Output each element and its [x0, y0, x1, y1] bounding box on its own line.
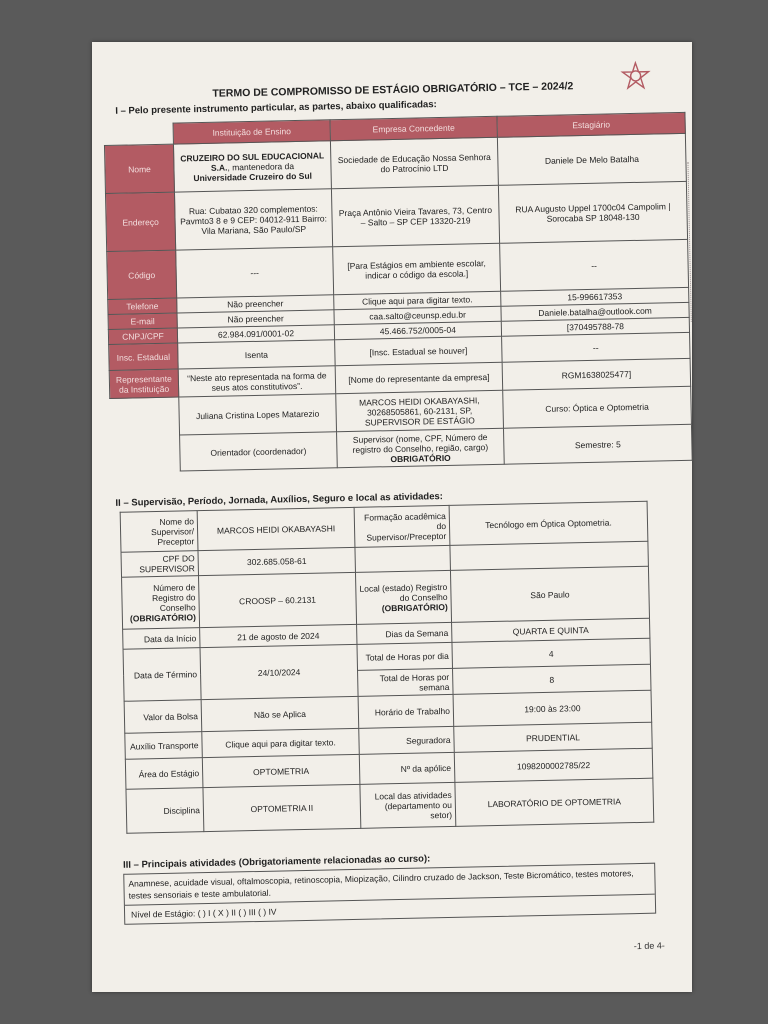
apolice-label: Nº da apólice [359, 752, 455, 784]
empty-cell [110, 397, 180, 436]
inicio-label: Data da Início [123, 628, 200, 650]
orientador-label: Orientador (coordenador) [180, 432, 338, 471]
coordenador-nome: Juliana Cristina Lopes Matarezio [179, 394, 337, 435]
representante-estagiario: RGM1638025477] [502, 358, 691, 390]
supervisor-label-text: Supervisor (nome, CPF, Número de registro do Conselho, região, cargo) [352, 431, 489, 455]
local-registro-label [355, 570, 451, 624]
document-page [96, 42, 708, 994]
local-registro-obrigatorio: (OBRIGATÓRIO) [381, 601, 448, 613]
cnpj-instituicao: 62.984.091/0001-02 [177, 325, 334, 343]
cpf-empty [355, 545, 451, 572]
formacao: Tecnólogo em Óptica Optometria. [449, 501, 648, 545]
section2-heading: II – Supervisão, Período, Jornada, Auxílios, Seguro e local as atividades: [115, 491, 444, 509]
nome-supervisor-label: Nome do Supervisor/ Preceptor [120, 511, 198, 553]
row-label-telefone: Telefone [108, 298, 177, 314]
registro-label-text: Número de Registro do Conselho [151, 581, 196, 613]
insc-empresa: [Insc. Estadual se houver] [335, 336, 503, 365]
dias-label: Dias da Semana [357, 622, 452, 644]
semestre-estagiario: Semestre: 5 [503, 424, 692, 464]
registro-label [122, 576, 200, 630]
inst-name-rest: , mantenedora da [227, 160, 295, 172]
seguradora-label: Seguradora [359, 726, 455, 754]
internship-level: Nível de Estágio: ( ) I ( X ) II ( ) III ( ) IV [130, 906, 277, 920]
representante-empresa: [Nome do representante da empresa] [335, 362, 503, 393]
nome-empresa: Sociedade de Educação Nossa Senhora do Patrocínio LTD [330, 137, 498, 188]
header-estagiario: Estagiário [497, 112, 685, 137]
supervisor-label [337, 428, 505, 467]
formacao-label: Formação acadêmica do Supervisor/Preceptor [354, 505, 450, 547]
endereco-instituicao: Rua: Cubatao 320 complementos: Pavmto3 8 e 9 CEP: 04012-911 Bairro: Vila Mariana, São Paulo/SP [174, 189, 332, 250]
corner-cell [104, 123, 173, 145]
horario-value: 19:00 às 23:00 [453, 690, 652, 726]
nome-supervisor: MARCOS HEIDI OKABAYASHI [197, 507, 355, 550]
parties-table [104, 112, 693, 473]
apolice-value: 1098200002785/22 [454, 748, 653, 782]
local-registro-label-text: Local (estado) Registro do Conselho [359, 581, 448, 603]
header-empresa: Empresa Concedente [330, 116, 497, 140]
disciplina-label: Disciplina [126, 788, 204, 834]
cnpj-estagiario: [370495788-78 [501, 317, 689, 336]
telefone-estagiario: 15-996617353 [501, 287, 689, 306]
area-value: OPTOMETRIA [202, 754, 360, 787]
codigo-instituicao: --- [176, 247, 334, 298]
nome-estagiario: Daniele De Melo Batalha [497, 133, 686, 185]
area-label: Área do Estágio [125, 758, 203, 790]
email-estagiario: Daniele.batalha@outlook.com [501, 302, 689, 321]
insc-estagiario: -- [502, 332, 691, 362]
section3-heading: III – Principais atividades (Obrigatoriamente relacionadas ao curso): [122, 853, 431, 871]
activities-text: Anamnese, acuidade visual, oftalmoscopia, retinoscopia, Miopização, Cilindro cruzado de Jackson, Teste Bicromático, testes motores, testes sensoriais e teste ambulatorial. [124, 864, 655, 906]
local-atividades-label: Local das atividades (departamento ou setor) [360, 782, 456, 828]
supervision-table [120, 501, 655, 834]
codigo-estagiario: -- [500, 239, 689, 291]
section1-heading: I – Pelo presente instrumento particular, as partes, abaixo qualificadas: [115, 99, 437, 117]
telefone-instituicao: Não preencher [177, 295, 334, 313]
row-label-cnpj: CNPJ/CPF [108, 328, 177, 344]
row-label-nome: Nome [104, 144, 174, 193]
local-atividades-value: LABORATÓRIO DE OPTOMETRIA [455, 778, 654, 826]
auxilio-value: Clique aqui para digitar texto. [202, 728, 360, 757]
horario-label: Horário de Trabalho [358, 694, 454, 728]
registro-obrigatorio: (OBRIGATÓRIO) [129, 611, 196, 624]
curso-estagiario: Curso: Óptica e Optometria [503, 386, 692, 428]
row-label-codigo: Código [107, 250, 177, 299]
insc-instituicao: Isenta [178, 340, 336, 369]
cpf-value: 302.685.058-61 [198, 547, 355, 575]
cpf-label: CPF DO SUPERVISOR [121, 551, 199, 578]
horas-dia-label: Total de Horas por dia [357, 642, 453, 670]
inicio-value: 21 de agosto de 2024 [200, 624, 357, 647]
bolsa-label: Valor da Bolsa [124, 700, 202, 734]
row-label-email: E-mail [108, 313, 177, 329]
endereco-empresa: Praça Antônio Vieira Tavares, 73, Centro – Salto – SP CEP 13320-219 [331, 185, 499, 246]
supervisor-obrigatorio: OBRIGATÓRIO [390, 452, 451, 464]
auxilio-label: Auxílio Transporte [125, 732, 203, 760]
telefone-empresa: Clique aqui para digitar texto. [334, 291, 501, 309]
email-instituicao: Não preencher [177, 310, 334, 328]
horas-semana-label: Total de Horas por semana [358, 668, 454, 696]
email-empresa: caa.salto@ceunsp.edu.br [334, 306, 501, 324]
document-title: TERMO DE COMPROMISSO DE ESTÁGIO OBRIGATÓRIO – TCE – 2024/2 [212, 80, 574, 100]
codigo-empresa: [Para Estágios em ambiente escolar, indicar o código da escola.] [333, 243, 501, 294]
seguradora-value: PRUDENTIAL [454, 722, 653, 752]
header-instituicao: Instituição de Ensino [173, 120, 330, 144]
termino-value: 24/10/2024 [200, 644, 358, 699]
activities-box [123, 863, 656, 925]
inst-university: Universidade Cruzeiro do Sul [193, 170, 313, 183]
nome-instituicao [173, 141, 331, 192]
local-registro-value: São Paulo [450, 566, 649, 622]
horas-dia-value: 4 [452, 638, 651, 668]
bolsa-value: Não se Aplica [201, 696, 359, 731]
endereco-estagiario: RUA Augusto Uppel 1700c04 Campolim | Sorocaba SP 18048-130 [498, 181, 687, 243]
horas-semana-value: 8 [453, 664, 652, 694]
termino-label: Data de Término [123, 648, 201, 702]
page-number: -1 de 4- [633, 940, 665, 952]
representante-instituicao: “Neste ato representada na forma de seus atos constitutivos”. [178, 366, 336, 397]
cnpj-empresa: 45.466.752/0005-04 [334, 321, 501, 339]
row-label-insc: Insc. Estadual [109, 343, 179, 370]
registro-value: CROOSP – 60.2131 [199, 572, 357, 627]
supervisor-dados: MARCOS HEIDI OKABAYASHI, 30268505861, 60-2131, SP, SUPERVISOR DE ESTÁGIO [336, 390, 504, 431]
empty-cell [111, 435, 181, 472]
inst-name-bold: CRUZEIRO DO SUL EDUCACIONAL S.A. [180, 149, 325, 173]
dias-value: QUARTA E QUINTA [452, 618, 650, 642]
row-label-endereco: Endereço [105, 192, 175, 251]
row-label-representante: Representante da Instituição [109, 369, 179, 398]
disciplina-value: OPTOMETRIA II [203, 784, 361, 831]
